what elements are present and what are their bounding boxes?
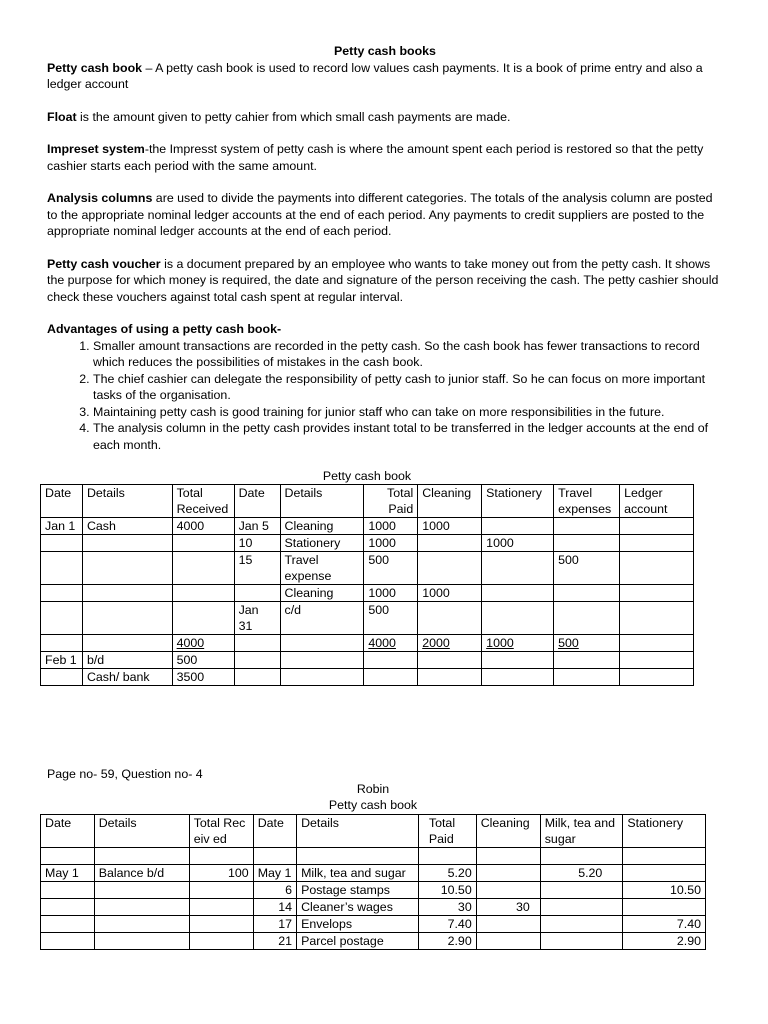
table-cell: Cash [82,518,172,535]
table-cell: 10 [234,535,280,552]
table-row [41,635,694,652]
table-cell: Envelops [297,916,419,933]
table-cell: 100 [189,865,253,882]
table-row [41,916,706,933]
table-cell [620,602,694,635]
table-cell: Travel expense [280,552,364,585]
table-cell: 500 [364,602,418,635]
table-cell: 1000 [418,518,482,535]
table-header-cell: Cleaning [476,815,540,848]
table-header-cell: Stationery [482,485,554,518]
definition: is a document prepared by an employee who wants to take money out from the petty cash. It shows the purpose for which money is required, the date and signature of the person receiving the cash. The petty cashier should check these vouchers against total cash spent at regular interval. [47,256,719,304]
table-header-cell: Details [82,485,172,518]
list-item: 4. The analysis column in the petty cash provides instant total to be transferred in the ledger accounts at the end of each month. [93,420,723,453]
list-item: 2. The chief cashier can delegate the responsibility of petty cash to junior staff. So he can focus on more important tasks of the organisation. [93,371,723,404]
table-cell [554,585,620,602]
table-cell [620,669,694,686]
definition: – A petty cash book is used to record low values cash payments. It is a book of prime entry and also a ledger account [47,60,703,91]
table-cell [418,552,482,585]
table-cell: 7.40 [623,916,706,933]
list-item: 1. Smaller amount transactions are recorded in the petty cash. So the cash book has fewer transactions to record which reduces the possibilities of mistakes in the cash book. [93,338,723,371]
table-cell: 500 [554,552,620,585]
table-cell: Feb 1 [41,652,83,669]
table-cell [94,933,189,950]
table-cell [41,848,95,865]
table-cell: 21 [253,933,296,950]
table-row [41,552,694,585]
table-cell: Jan 5 [234,518,280,535]
table-cell [482,652,554,669]
table-cell [476,865,540,882]
table-cell [41,535,83,552]
term: Float [47,109,77,124]
table-cell [41,552,83,585]
table-cell [620,518,694,535]
table-cell [623,848,706,865]
definition: is the amount given to petty cahier from which small cash payments are made. [76,109,511,124]
paragraph-imprest [47,141,723,174]
table1-body [41,485,694,686]
table-cell [234,635,280,652]
table-row [41,518,694,535]
table-cell [94,848,189,865]
table-cell: 500 [554,635,620,652]
table-cell [172,552,234,585]
table-cell [482,552,554,585]
table-cell [554,518,620,535]
table-cell [620,535,694,552]
table-cell [94,916,189,933]
table-cell [364,669,418,686]
table-row [41,865,706,882]
table-cell [234,585,280,602]
table-cell: 1000 [364,585,418,602]
table-cell [476,916,540,933]
table-cell: 1000 [364,535,418,552]
table-cell: 5.20 [540,865,623,882]
paragraph-petty-cash-book [47,60,723,93]
table-header-cell: Total Received [172,485,234,518]
table-row [41,669,694,686]
table-cell [540,899,623,916]
table-cell [41,669,83,686]
table-cell [189,848,253,865]
table-cell [482,669,554,686]
table-cell [41,635,83,652]
table-cell [554,602,620,635]
term: Impreset system [47,142,145,156]
table-row [41,652,694,669]
table-cell [476,933,540,950]
table-cell [234,669,280,686]
term: Petty cash book [47,60,143,75]
table-cell [482,518,554,535]
table-row [41,882,706,899]
table-cell [41,933,95,950]
table-cell: 500 [364,552,418,585]
table2-body [41,815,706,950]
table-cell [364,652,418,669]
table-cell [82,635,172,652]
table-cell [280,652,364,669]
table-row [41,535,694,552]
table-cell [554,652,620,669]
table-cell [82,602,172,635]
paragraph-voucher [47,256,723,306]
advantages-suffix: - [276,322,282,336]
table-cell [41,899,95,916]
page-title: Petty cash books [334,44,436,58]
table-cell [623,899,706,916]
table-cell: Jan 31 [234,602,280,635]
table-cell [476,848,540,865]
table-cell: 2000 [418,635,482,652]
table-cell: 6 [253,882,296,899]
table-cell: 1000 [482,535,554,552]
table-cell [172,585,234,602]
table-cell [94,882,189,899]
table-header-cell: Details [297,815,419,848]
table-row [41,602,694,635]
table-cell: 4000 [172,635,234,652]
table1-title: Petty cash book [322,469,412,483]
table-spacer-row [41,848,706,865]
table-cell [540,882,623,899]
table-cell [41,916,95,933]
robin-petty-cash-table [40,814,706,950]
table-header-cell: Milk, tea and sugar [540,815,623,848]
table-cell: 1000 [418,585,482,602]
table-header-cell: Date [41,485,83,518]
table-cell [554,535,620,552]
table-row [41,585,694,602]
table-header-cell: Total Paid [364,485,418,518]
table-cell: Balance b/d [94,865,189,882]
table-cell: 15 [234,552,280,585]
table-cell: 10.50 [418,882,476,899]
table-cell [94,899,189,916]
table-header-row [41,485,694,518]
table-cell: Stationery [280,535,364,552]
table-cell: 1000 [482,635,554,652]
table-cell: Cleaning [280,518,364,535]
table-cell [418,669,482,686]
table-cell: 30 [418,899,476,916]
table-cell: 2.90 [623,933,706,950]
table-cell [234,652,280,669]
table-cell: Parcel postage [297,933,419,950]
table-cell: b/d [82,652,172,669]
table-cell [297,848,419,865]
table-cell [189,882,253,899]
table-cell: 5.20 [418,865,476,882]
table-cell [482,602,554,635]
definition: -the Impresst system of petty cash is where the amount spent each period is restored so that the petty cashier starts each period with the same amount. [47,142,704,173]
table-cell [620,585,694,602]
table-cell [620,635,694,652]
table-cell [620,652,694,669]
question-label: Page no- 59, Question no- 4 [47,767,203,781]
table-cell: 10.50 [623,882,706,899]
advantages-title: Advantages of using a petty cash book [47,322,277,336]
table-cell [41,882,95,899]
table-cell [82,585,172,602]
table-row [41,933,706,950]
table-cell: May 1 [41,865,95,882]
definition: are used to divide the payments into different categories. The totals of the analysis column are posted to the appropriate nominal ledger accounts at the end of each period. Any payments to credit suppliers are posted to the appropriate nominal ledger accounts at the end of each period. [47,191,713,238]
table-cell [82,552,172,585]
table-cell: Postage stamps [297,882,419,899]
table-cell: 2.90 [418,933,476,950]
paragraph-float [47,109,723,126]
table-cell [418,652,482,669]
table-cell [189,933,253,950]
table2-name: Robin [356,782,390,796]
table-cell [540,916,623,933]
table-cell: 7.40 [418,916,476,933]
table-header-cell: Ledger account [620,485,694,518]
table-cell: 500 [172,652,234,669]
table-cell [82,535,172,552]
table-cell [540,848,623,865]
table-cell: 3500 [172,669,234,686]
table-cell: 4000 [364,635,418,652]
table-cell [280,669,364,686]
paragraph-analysis-columns [47,190,723,240]
table-cell [418,535,482,552]
petty-cash-table [40,484,694,686]
table-cell: Milk, tea and sugar [297,865,419,882]
table-cell [172,535,234,552]
table-row [41,899,706,916]
table-header-cell: Total Receiv ed [189,815,253,848]
table-cell [172,602,234,635]
table-header-cell: Date [234,485,280,518]
table-cell [476,882,540,899]
document-body [47,43,723,453]
table-cell: Cleaner’s wages [297,899,419,916]
term: Analysis columns [47,191,153,205]
table-cell [620,552,694,585]
table-header-cell: Total Paid [418,815,476,848]
table-cell [189,916,253,933]
table-cell: Cleaning [280,585,364,602]
table-cell: 1000 [364,518,418,535]
table-header-cell: Details [94,815,189,848]
table-cell: May 1 [253,865,296,882]
table-header-cell: Details [280,485,364,518]
table-header-cell: Date [253,815,296,848]
table-cell [41,602,83,635]
table-cell [540,933,623,950]
table-cell [253,848,296,865]
table-cell: 17 [253,916,296,933]
table-cell: 4000 [172,518,234,535]
advantages-list [47,338,723,454]
table-cell [418,848,476,865]
table-cell: 14 [253,899,296,916]
table-cell: c/d [280,602,364,635]
advantages-heading [47,321,723,338]
table-cell [418,602,482,635]
table-header-cell: Date [41,815,95,848]
table-header-cell: Travel expenses [554,485,620,518]
table-cell: 30 [476,899,540,916]
table-cell: Cash/ bank [82,669,172,686]
table-cell [41,585,83,602]
table-header-row [41,815,706,848]
table-cell [554,669,620,686]
list-item: 3. Maintaining petty cash is good training for junior staff who can take on more responsibilities in the future. [93,404,723,421]
table-cell [623,865,706,882]
table-header-cell: Cleaning [418,485,482,518]
table-cell [280,635,364,652]
table-cell [189,899,253,916]
table-cell [482,585,554,602]
table-cell: Jan 1 [41,518,83,535]
term: Petty cash voucher [47,256,161,271]
table2-title: Petty cash book [328,798,418,812]
table-header-cell: Stationery [623,815,706,848]
